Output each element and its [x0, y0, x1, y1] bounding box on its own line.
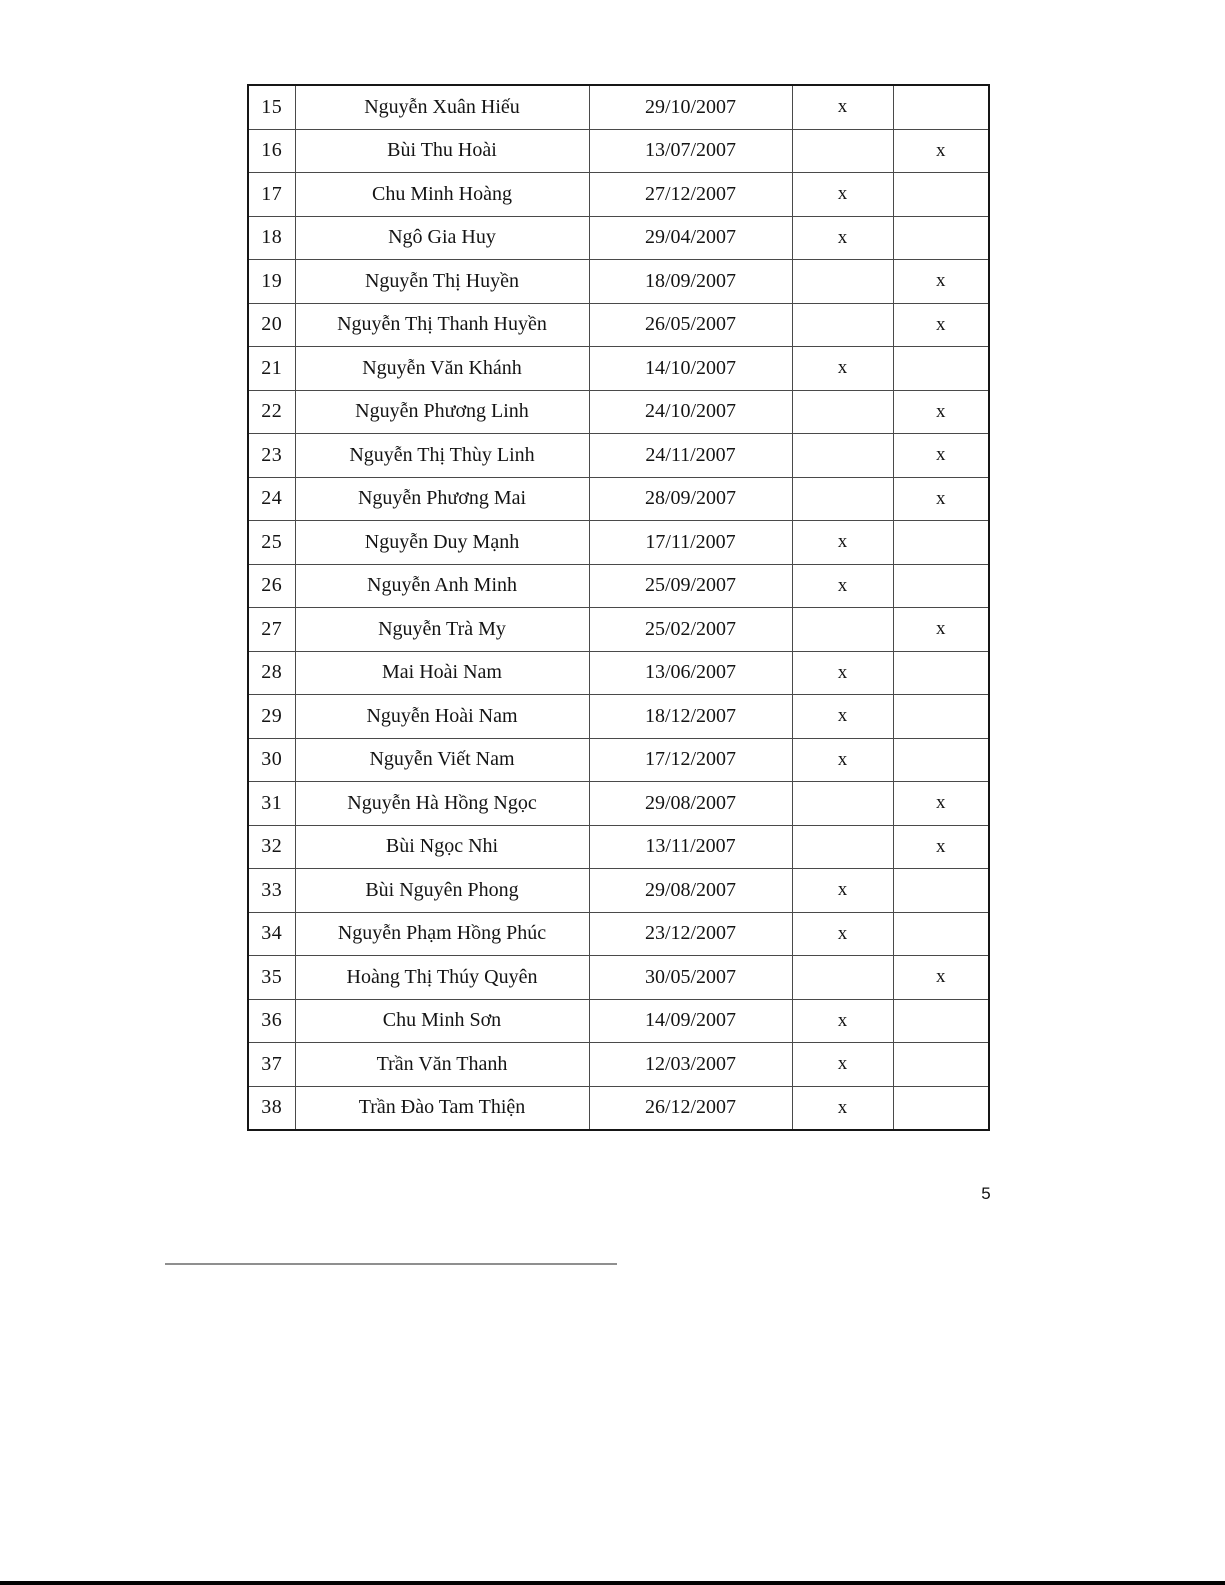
cell-order-number: 22	[248, 390, 295, 434]
cell-mark-col1	[792, 390, 893, 434]
cell-mark-col1	[792, 260, 893, 304]
cell-order-number: 27	[248, 608, 295, 652]
cell-student-name: Hoàng Thị Thúy Quyên	[295, 956, 589, 1000]
cell-mark-col2	[893, 912, 989, 956]
cell-mark-col2: x	[893, 825, 989, 869]
cell-mark-col2: x	[893, 260, 989, 304]
cell-student-name: Nguyễn Viết Nam	[295, 738, 589, 782]
footnote-separator-line	[165, 1263, 617, 1265]
cell-student-name: Mai Hoài Nam	[295, 651, 589, 695]
cell-order-number: 28	[248, 651, 295, 695]
cell-date-of-birth: 25/09/2007	[589, 564, 792, 608]
cell-order-number: 18	[248, 216, 295, 260]
cell-date-of-birth: 24/11/2007	[589, 434, 792, 478]
cell-mark-col2: x	[893, 956, 989, 1000]
roster-row	[248, 782, 989, 826]
cell-mark-col2	[893, 869, 989, 913]
cell-mark-col1: x	[792, 912, 893, 956]
cell-student-name: Nguyễn Phương Mai	[295, 477, 589, 521]
cell-student-name: Chu Minh Hoàng	[295, 173, 589, 217]
cell-student-name: Ngô Gia Huy	[295, 216, 589, 260]
cell-mark-col1	[792, 825, 893, 869]
cell-date-of-birth: 30/05/2007	[589, 956, 792, 1000]
roster-row	[248, 738, 989, 782]
roster-row	[248, 825, 989, 869]
cell-mark-col1: x	[792, 347, 893, 391]
cell-order-number: 19	[248, 260, 295, 304]
cell-mark-col1	[792, 477, 893, 521]
cell-order-number: 24	[248, 477, 295, 521]
cell-mark-col1: x	[792, 173, 893, 217]
cell-order-number: 26	[248, 564, 295, 608]
cell-mark-col2: x	[893, 390, 989, 434]
cell-mark-col1: x	[792, 521, 893, 565]
roster-row	[248, 608, 989, 652]
student-roster-table	[247, 84, 990, 1131]
roster-row	[248, 869, 989, 913]
roster-row	[248, 347, 989, 391]
cell-date-of-birth: 27/12/2007	[589, 173, 792, 217]
cell-date-of-birth: 17/11/2007	[589, 521, 792, 565]
cell-order-number: 30	[248, 738, 295, 782]
roster-row	[248, 999, 989, 1043]
roster-row	[248, 564, 989, 608]
cell-order-number: 38	[248, 1086, 295, 1130]
cell-student-name: Nguyễn Hà Hồng Ngọc	[295, 782, 589, 826]
cell-student-name: Nguyễn Thị Huyền	[295, 260, 589, 304]
cell-mark-col1: x	[792, 564, 893, 608]
cell-mark-col1: x	[792, 85, 893, 129]
cell-mark-col1: x	[792, 1043, 893, 1087]
roster-row	[248, 651, 989, 695]
cell-mark-col2: x	[893, 782, 989, 826]
cell-student-name: Nguyễn Anh Minh	[295, 564, 589, 608]
cell-student-name: Bùi Ngọc Nhi	[295, 825, 589, 869]
cell-date-of-birth: 29/08/2007	[589, 782, 792, 826]
cell-date-of-birth: 13/07/2007	[589, 129, 792, 173]
cell-date-of-birth: 26/05/2007	[589, 303, 792, 347]
cell-mark-col1: x	[792, 1086, 893, 1130]
roster-table-body	[248, 85, 989, 1130]
cell-date-of-birth: 17/12/2007	[589, 738, 792, 782]
cell-mark-col1: x	[792, 216, 893, 260]
cell-mark-col1	[792, 956, 893, 1000]
roster-row	[248, 1043, 989, 1087]
cell-mark-col2	[893, 999, 989, 1043]
cell-student-name: Nguyễn Thị Thùy Linh	[295, 434, 589, 478]
cell-student-name: Nguyễn Văn Khánh	[295, 347, 589, 391]
cell-student-name: Nguyễn Phạm Hồng Phúc	[295, 912, 589, 956]
roster-row	[248, 85, 989, 129]
roster-row	[248, 912, 989, 956]
cell-student-name: Bùi Thu Hoài	[295, 129, 589, 173]
cell-date-of-birth: 29/04/2007	[589, 216, 792, 260]
cell-mark-col2	[893, 695, 989, 739]
cell-mark-col1	[792, 434, 893, 478]
cell-mark-col2	[893, 521, 989, 565]
cell-mark-col1: x	[792, 869, 893, 913]
cell-mark-col1: x	[792, 738, 893, 782]
roster-row	[248, 260, 989, 304]
cell-student-name: Chu Minh Sơn	[295, 999, 589, 1043]
cell-order-number: 23	[248, 434, 295, 478]
cell-mark-col1: x	[792, 999, 893, 1043]
cell-student-name: Trần Đào Tam Thiện	[295, 1086, 589, 1130]
roster-row	[248, 129, 989, 173]
cell-order-number: 31	[248, 782, 295, 826]
cell-date-of-birth: 26/12/2007	[589, 1086, 792, 1130]
cell-order-number: 37	[248, 1043, 295, 1087]
cell-order-number: 33	[248, 869, 295, 913]
cell-date-of-birth: 23/12/2007	[589, 912, 792, 956]
cell-student-name: Nguyễn Hoài Nam	[295, 695, 589, 739]
cell-mark-col2	[893, 85, 989, 129]
cell-student-name: Trần Văn Thanh	[295, 1043, 589, 1087]
cell-mark-col2: x	[893, 608, 989, 652]
roster-row	[248, 303, 989, 347]
cell-mark-col1	[792, 782, 893, 826]
cell-date-of-birth: 13/11/2007	[589, 825, 792, 869]
roster-row	[248, 216, 989, 260]
roster-row	[248, 956, 989, 1000]
cell-student-name: Nguyễn Thị Thanh Huyền	[295, 303, 589, 347]
roster-row	[248, 695, 989, 739]
cell-order-number: 36	[248, 999, 295, 1043]
cell-mark-col2: x	[893, 434, 989, 478]
cell-order-number: 35	[248, 956, 295, 1000]
cell-date-of-birth: 24/10/2007	[589, 390, 792, 434]
cell-mark-col2	[893, 1086, 989, 1130]
cell-date-of-birth: 29/10/2007	[589, 85, 792, 129]
cell-date-of-birth: 28/09/2007	[589, 477, 792, 521]
cell-date-of-birth: 18/12/2007	[589, 695, 792, 739]
cell-mark-col2	[893, 347, 989, 391]
cell-order-number: 16	[248, 129, 295, 173]
cell-order-number: 15	[248, 85, 295, 129]
cell-order-number: 17	[248, 173, 295, 217]
cell-order-number: 34	[248, 912, 295, 956]
cell-mark-col1: x	[792, 695, 893, 739]
cell-student-name: Bùi Nguyên Phong	[295, 869, 589, 913]
cell-mark-col2	[893, 564, 989, 608]
cell-mark-col2: x	[893, 303, 989, 347]
cell-order-number: 32	[248, 825, 295, 869]
cell-mark-col1	[792, 303, 893, 347]
cell-student-name: Nguyễn Duy Mạnh	[295, 521, 589, 565]
cell-date-of-birth: 18/09/2007	[589, 260, 792, 304]
roster-row	[248, 173, 989, 217]
roster-row	[248, 434, 989, 478]
cell-mark-col2	[893, 216, 989, 260]
cell-date-of-birth: 14/09/2007	[589, 999, 792, 1043]
cell-mark-col2	[893, 173, 989, 217]
page-bottom-edge	[0, 1581, 1225, 1585]
cell-student-name: Nguyễn Phương Linh	[295, 390, 589, 434]
cell-student-name: Nguyễn Xuân Hiếu	[295, 85, 589, 129]
cell-mark-col2	[893, 651, 989, 695]
cell-student-name: Nguyễn Trà My	[295, 608, 589, 652]
cell-date-of-birth: 12/03/2007	[589, 1043, 792, 1087]
cell-order-number: 29	[248, 695, 295, 739]
roster-row	[248, 390, 989, 434]
cell-order-number: 20	[248, 303, 295, 347]
cell-order-number: 21	[248, 347, 295, 391]
cell-mark-col2	[893, 738, 989, 782]
cell-mark-col1: x	[792, 651, 893, 695]
roster-row	[248, 521, 989, 565]
page-number: 5	[981, 1184, 991, 1203]
cell-date-of-birth: 29/08/2007	[589, 869, 792, 913]
cell-date-of-birth: 13/06/2007	[589, 651, 792, 695]
cell-order-number: 25	[248, 521, 295, 565]
cell-mark-col2: x	[893, 477, 989, 521]
cell-mark-col1	[792, 129, 893, 173]
cell-date-of-birth: 14/10/2007	[589, 347, 792, 391]
cell-mark-col1	[792, 608, 893, 652]
cell-mark-col2	[893, 1043, 989, 1087]
roster-row	[248, 477, 989, 521]
cell-date-of-birth: 25/02/2007	[589, 608, 792, 652]
cell-mark-col2: x	[893, 129, 989, 173]
roster-row	[248, 1086, 989, 1130]
